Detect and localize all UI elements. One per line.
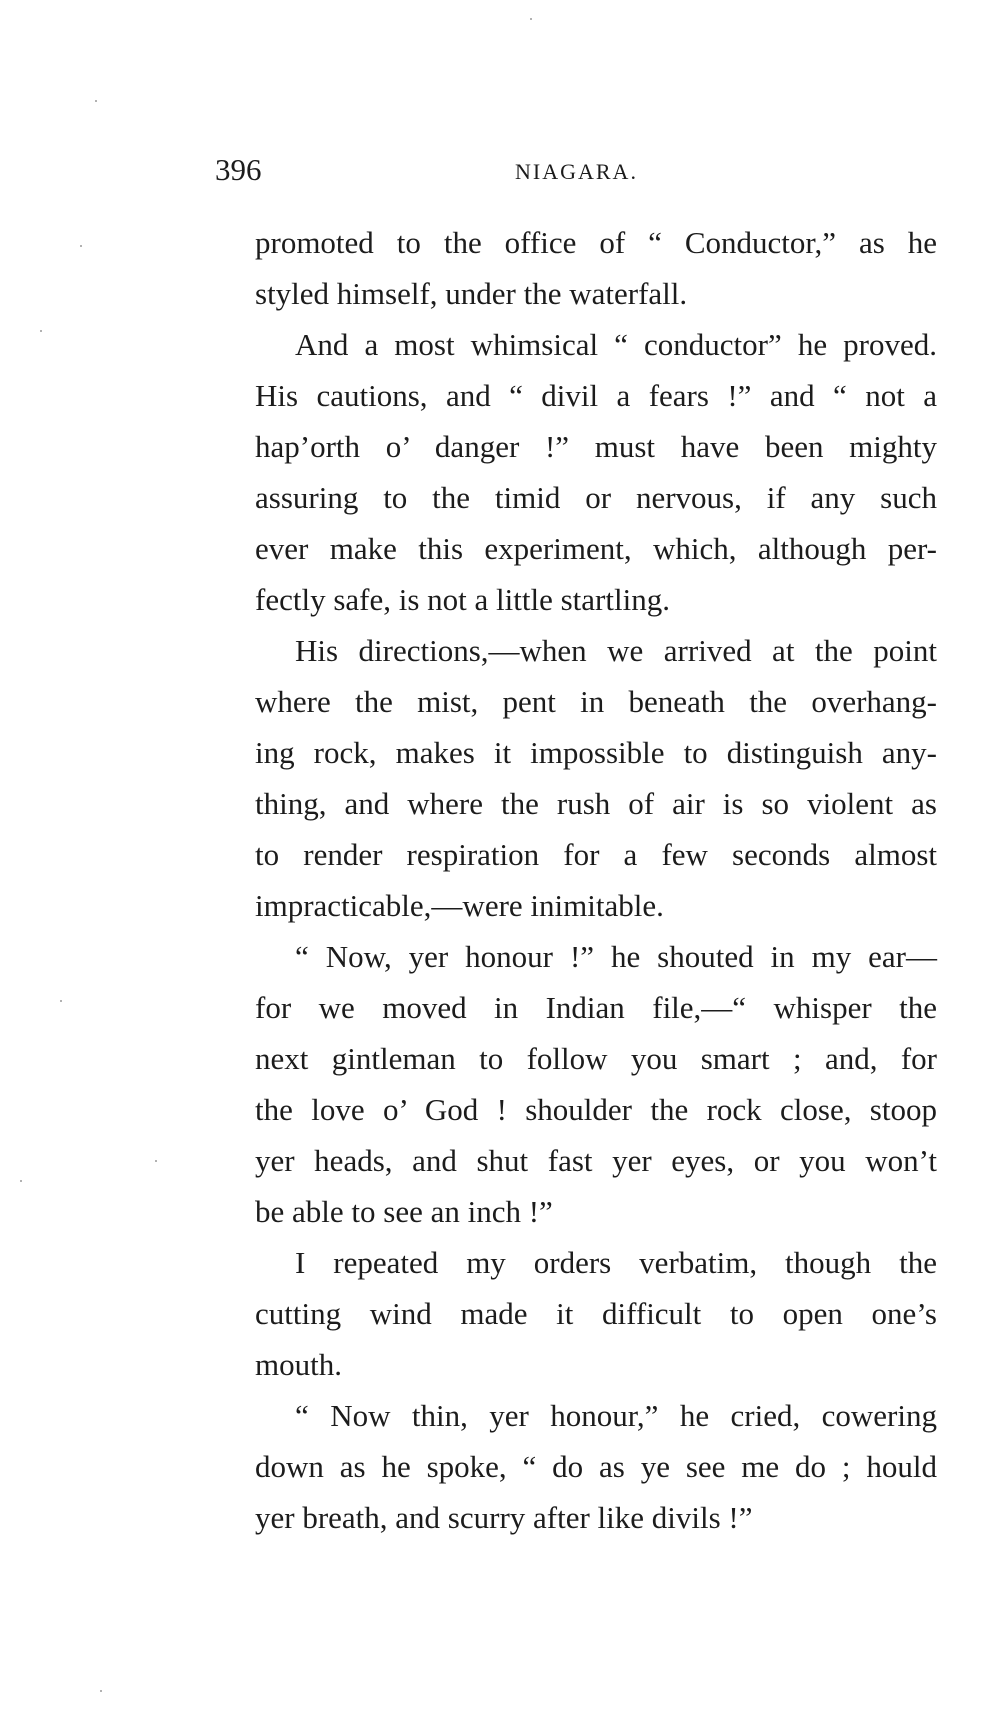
text-line: “ Now thin, yer honour,” he cried, cowering — [295, 1398, 937, 1433]
text-line: cutting wind made it difficult to open one’s — [255, 1296, 937, 1331]
text-line: And a most whimsical “ conductor” he proved. — [295, 327, 937, 362]
scan-speck — [100, 1690, 102, 1692]
scan-speck — [155, 1160, 157, 1162]
text-line: “ Now, yer honour !” he shouted in my ear— — [295, 939, 937, 974]
text-line: to render respiration for a few seconds almost — [255, 837, 937, 872]
text-line: ever make this experiment, which, although per- — [255, 531, 937, 566]
scan-speck — [20, 1180, 22, 1182]
text-line: thing, and where the rush of air is so violent as — [255, 786, 937, 821]
text-line: promoted to the office of “ Conductor,” as he — [255, 225, 937, 260]
text-line: impracticable,—were inimitable. — [255, 888, 664, 923]
text-line: mouth. — [255, 1347, 342, 1382]
paragraph — [215, 217, 937, 319]
text-line: the love o’ God ! shoulder the rock close, stoop — [255, 1092, 937, 1127]
text-line: for we moved in Indian file,—“ whisper the — [255, 990, 937, 1025]
scan-speck — [95, 100, 97, 102]
paragraph — [215, 1237, 937, 1390]
text-line: down as he spoke, “ do as ye see me do ; hould — [255, 1449, 937, 1484]
scan-speck — [80, 245, 82, 247]
body-text — [215, 217, 937, 1543]
scan-speck — [60, 1000, 62, 1002]
text-line: His directions,—when we arrived at the point — [295, 633, 937, 668]
text-line: styled himself, under the waterfall. — [255, 276, 688, 311]
text-line: be able to see an inch !” — [255, 1194, 553, 1229]
text-line: fectly safe, is not a little startling. — [255, 582, 670, 617]
text-line: yer breath, and scurry after like divils !” — [255, 1500, 753, 1535]
text-line: I repeated my orders verbatim, though the — [295, 1245, 937, 1280]
text-line: yer heads, and shut fast yer eyes, or you won’t — [255, 1143, 937, 1178]
scan-speck — [530, 18, 532, 20]
scan-speck — [40, 330, 42, 332]
paragraph — [215, 931, 937, 1237]
running-title: NIAGARA. — [515, 159, 638, 184]
text-line: hap’orth o’ danger !” must have been mighty — [255, 429, 937, 464]
text-line: where the mist, pent in beneath the overhang- — [255, 684, 937, 719]
paragraph — [215, 319, 937, 625]
text-line: assuring to the timid or nervous, if any such — [255, 480, 937, 515]
text-line: next gintleman to follow you smart ; and, for — [255, 1041, 937, 1076]
page-number: 396 — [215, 152, 262, 187]
text-line: ing rock, makes it impossible to distinguish any- — [255, 735, 937, 770]
paragraph — [215, 1390, 937, 1543]
paragraph — [215, 625, 937, 931]
page-header — [215, 150, 935, 190]
text-line: His cautions, and “ divil a fears !” and “ not a — [255, 378, 937, 413]
